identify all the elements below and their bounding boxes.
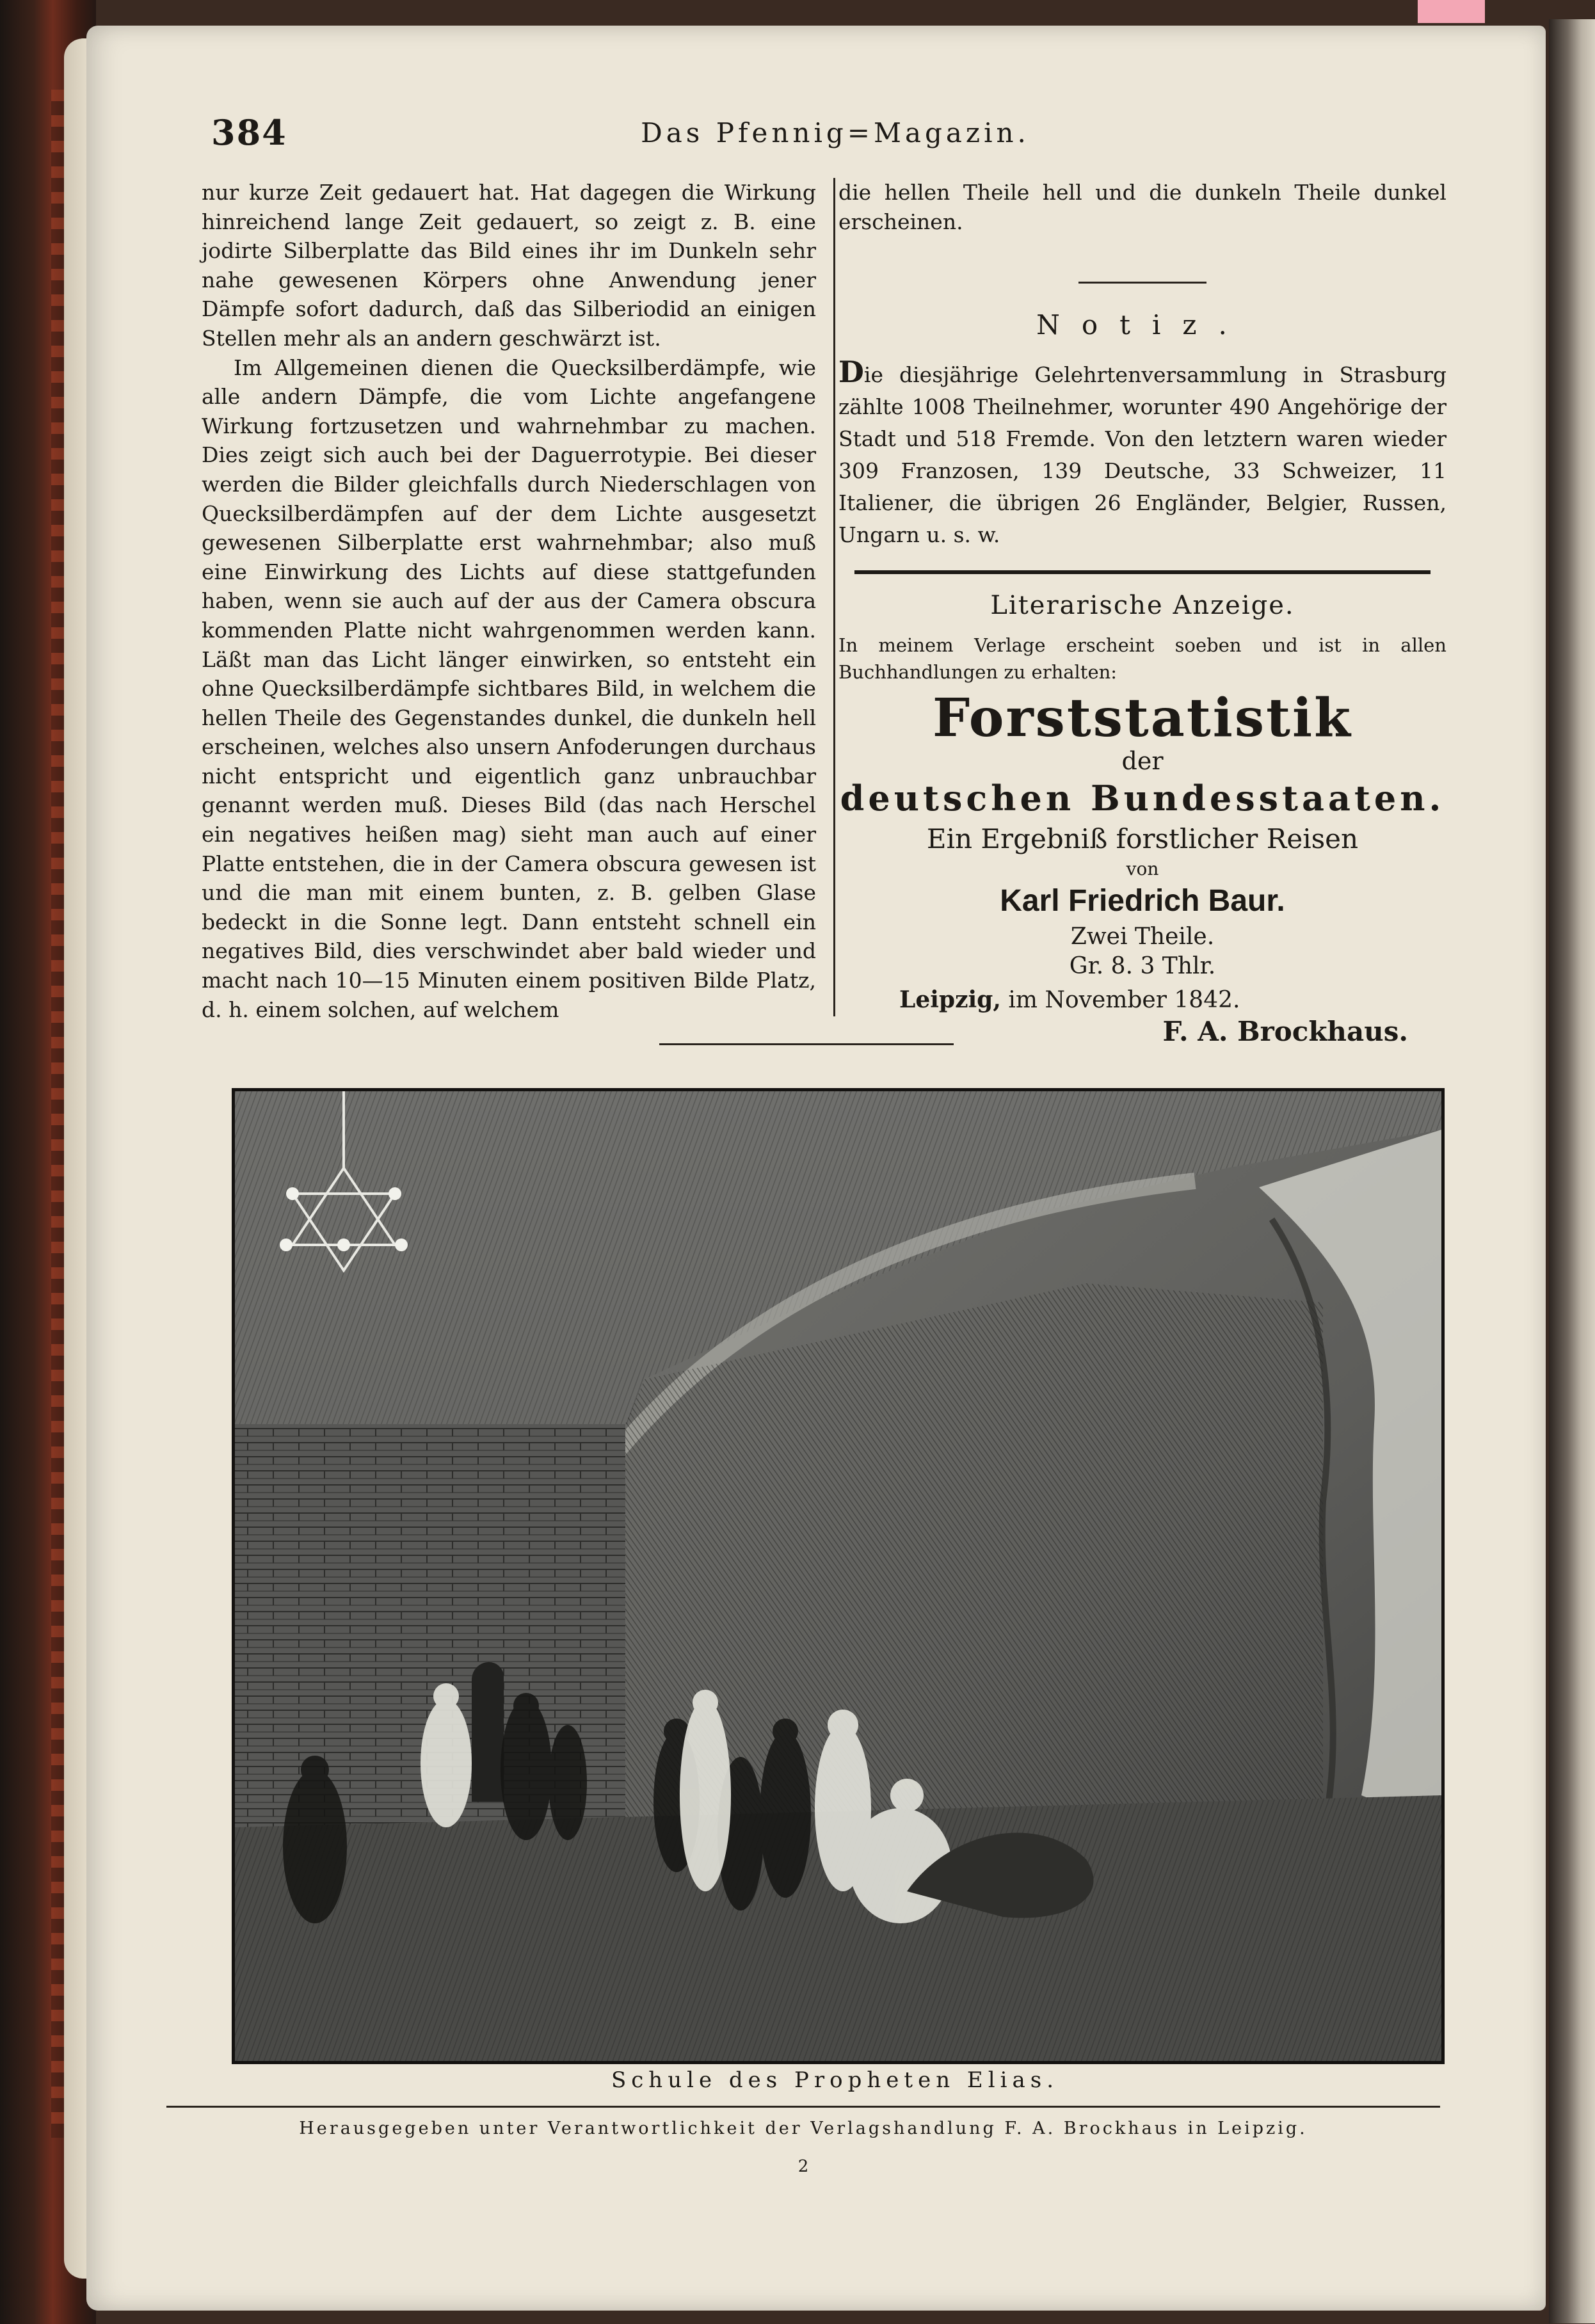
notiz-body: ie diesjährige Gelehrtenversammlung in Strasburg zählte 1008 Theilnehmer, worunter 490 Angehörige der Stadt und 518 Fremde. Von den letztern waren wieder 309 Franzosen, 139 Deutsche, 33 Schweizer, 11 Italiener, die übrigen 26 Engländer, Belgier, Russen, Ungarn u. s. w. bbox=[838, 362, 1447, 547]
page-number: 384 bbox=[211, 112, 287, 153]
notiz-initial: D bbox=[838, 355, 864, 389]
footer-imprint: Herausgegeben unter Verantwortlichkeit der Verlagshandlung F. A. Brockhaus in Leipzig. bbox=[299, 2119, 1308, 2138]
book-description: Ein Ergebniß forstlicher Reisen bbox=[926, 823, 1359, 854]
footer-rule bbox=[166, 2106, 1440, 2108]
advertisement-heading: Literarische Anzeige. bbox=[990, 591, 1295, 620]
page-header bbox=[211, 112, 1459, 163]
engraving-cave-scene bbox=[235, 1091, 1441, 2061]
advertisement-rule bbox=[854, 570, 1431, 574]
paragraph: Im Allgemeinen dienen die Quecksilberdämpfe, wie alle andern Dämpfe, die vom Lichte angefangene Wirkung fortzusetzen und wahrnehmbar zu machen. Dies zeigt sich auch bei der Daguerrotypie. Bei dieser werden die Bilder gleichfalls durch Niederschlagen von Quecksilberdämpfen auf der dem Lichte ausgesetzt gewesenen Silberplatte erst wahrnehmbar; also muß eine Einwirkung des Lichts auf diese stattgefunden haben, wenn sie auch auf der aus der Camera obscura kommenden Platte nicht wahrgenommen werden kann. Läßt man das Licht länger einwirken, so entsteht ein ohne Quecksilberdämpfe sichtbares Bild, in welchem die hellen Theile des Gegenstandes dunkel, die dunkeln hell erscheinen, welches also unsern Anfoderungen durchaus nicht entspricht und eigentlich ganz unbrauchbar genannt werden muß. Dieses Bild (das nach Herschel ein negatives heißen mag) sieht man auch auf einer Platte entstehen, die in der Camera obscura gewesen ist und die man mit einem bunten, z. B. gelben Glase bedeckt in die Sonne legt. Dann entsteht schnell ein negatives Bild, dies verschwindet aber bald wieder und macht nach 10—15 Minuten einem positiven Bilde Platz, d. h. einem solchen, auf welchem bbox=[202, 355, 816, 1022]
facing-page-edge bbox=[1549, 19, 1595, 2323]
notiz-heading: Notiz. bbox=[1036, 309, 1249, 341]
book-subtitle: deutschen Bundesstaaten. bbox=[840, 778, 1445, 819]
section-rule bbox=[1078, 282, 1206, 284]
book-title: Forststatistik bbox=[933, 687, 1352, 749]
publisher: F. A. Brockhaus. bbox=[1162, 1016, 1408, 1047]
book-von: von bbox=[1126, 858, 1159, 879]
paragraph-continuation: die hellen Theile hell und die dunkeln Theile dunkel erscheinen. bbox=[838, 180, 1447, 234]
running-title: Das Pfennig=Magazin. bbox=[641, 117, 1030, 148]
right-column bbox=[838, 178, 1447, 1048]
paragraph: nur kurze Zeit gedauert hat. Hat dagegen die Wirkung hinreichend lange Zeit gedauert, so zeigt z. B. eine jodirte Silberplatte das Bild eines ihr im Dunkeln sehr nahe gewesenen Körpers ohne Anwendung jener Dämpfe sofort dadurch, daß das Silberiodid an einigen Stellen mehr als an andern geschwärzt ist. bbox=[202, 180, 816, 351]
book-format-price: Gr. 8. 3 Thlr. bbox=[1069, 953, 1216, 979]
bookmark-tab bbox=[1418, 0, 1485, 23]
column-divider bbox=[833, 178, 835, 1016]
book-title-der: der bbox=[1121, 747, 1164, 775]
figure-separator bbox=[659, 1043, 954, 1045]
book-author: Karl Friedrich Baur. bbox=[1000, 884, 1285, 918]
notiz-text bbox=[838, 356, 1447, 551]
imprint-place-date bbox=[899, 985, 1447, 1015]
sheet-signature: 2 bbox=[798, 2157, 809, 2176]
imprint-place: Leipzig, bbox=[899, 986, 1001, 1013]
engraving-illustration bbox=[232, 1088, 1445, 2064]
advertisement-intro: In meinem Verlage erscheint soeben und ist in allen Buchhandlungen zu erhalten: bbox=[838, 634, 1447, 683]
book-parts: Zwei Theile. bbox=[1070, 924, 1215, 950]
figure-caption: Schule des Propheten Elias. bbox=[611, 2067, 1059, 2093]
imprint-date: im November 1842. bbox=[1008, 987, 1240, 1013]
left-column bbox=[202, 178, 816, 1024]
